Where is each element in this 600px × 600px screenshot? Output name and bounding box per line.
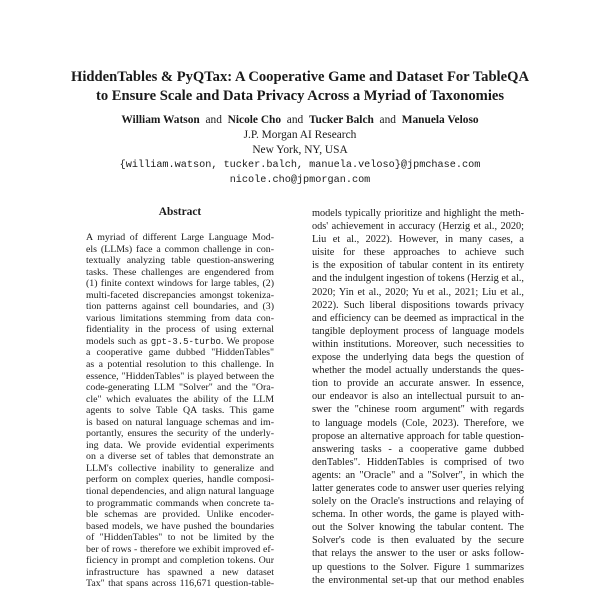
- abstract-line: ble schemas are provided. Unlike encoder-: [86, 509, 274, 521]
- body-line: that relays the answer to the user or asks follow-: [312, 548, 524, 560]
- abstract-column: [86, 232, 274, 590]
- author-1: William Watson: [121, 114, 200, 126]
- abstract-heading: Abstract: [158, 206, 202, 218]
- body-line: the environmental set-up that our method enables: [312, 574, 524, 586]
- body-line: up questions to the Solver. Figure 1 summarizes: [312, 561, 524, 573]
- abstract-line: ber of rows - therefore we exhibit improved ef-: [86, 543, 274, 555]
- abstract-line: based models, we have pushed the boundaries: [86, 520, 274, 532]
- body-line: out the Solver knowing the tabular content. The: [312, 522, 524, 534]
- body-line: expose the underlying data begs the question of: [312, 352, 524, 364]
- abstract-line: tional dependencies, and align natural language: [86, 486, 274, 498]
- abstract-line: tion patterns against cell boundaries, and (3): [86, 301, 274, 313]
- body-line: 2022). Such liberal dispositions towards privacy: [312, 299, 524, 311]
- abstract-line: ing data. We provide evidential experiments: [86, 439, 274, 451]
- body-line: tion to provide an accurate answer. In essence,: [312, 378, 524, 390]
- abstract-line: infrastructure has spawned a new dataset: [86, 566, 274, 578]
- body-line: 2020; Yin et al., 2020; Yu et al., 2021; Liu et al.,: [312, 286, 524, 298]
- abstract-line: is based on natural language schemas and im-: [86, 416, 274, 428]
- body-line: and efficiency can be deemed as impractical in the: [312, 312, 524, 324]
- author-and-2: and: [286, 114, 304, 126]
- body-line: propose an alternative approach for table question-: [312, 430, 524, 442]
- body-line: Liu et al., 2022). However, in many cases, a: [312, 234, 524, 246]
- abstract-line: ficiency in prompt and completion tokens. Our: [86, 555, 274, 567]
- body-line: agents: an "Oracle" and a "Solver", in which the: [312, 469, 524, 481]
- title-line-1: HiddenTables & PyQTax: A Cooperative Game and Dataset For TableQA: [71, 69, 529, 85]
- abstract-line: LLM's collective inability to generalize and: [86, 462, 274, 474]
- abstract-line: to programmatic commands when concrete ta-: [86, 497, 274, 509]
- body-line: denTables". HiddenTables is comprised of two: [312, 456, 524, 468]
- body-line: latter generates code to answer user queries relying: [312, 482, 524, 494]
- author-3: Tucker Balch: [308, 114, 374, 126]
- abstract-line: textually analyzing table question-answering: [86, 255, 274, 267]
- abstract-line: multi-faceted discrepancies amongst tokeniza-: [86, 289, 274, 301]
- abstract-line: fidentiality in the process of using external: [86, 324, 274, 336]
- author-block: [40, 113, 560, 188]
- abstract-line: (1) finite context windows for large tables, (2): [86, 278, 274, 290]
- author-and-3: and: [379, 114, 396, 126]
- abstract-line: A myriad of different Large Language Mod-: [86, 232, 274, 243]
- abstract-line: code-generating LLM "Solver" and the "Ora-: [86, 382, 274, 394]
- location: New York, NY, USA: [252, 144, 348, 156]
- body-line: Solver's code is then evaluated by the secure: [312, 535, 524, 547]
- abstract-line: cle" which evaluates the ability of the LLM: [86, 393, 274, 405]
- abstract-line: essence, "HiddenTables" is played between the: [86, 370, 274, 382]
- body-line: is the exposition of tabular content in its entirety: [312, 260, 524, 272]
- email-line-1: {william.watson, tucker.balch, manuela.veloso}@jpmchase.com: [119, 160, 481, 171]
- body-line: solely on the Oracle's instructions and relaying of: [312, 496, 524, 508]
- abstract-line: models such as gpt-3.5-turbo. We propose: [86, 335, 274, 347]
- abstract-line: a cooperative game dubbed "HiddenTables": [86, 347, 274, 359]
- paper-title: [40, 68, 560, 106]
- abstract-line: various limitations stemming from data con-: [86, 312, 274, 324]
- abstract-line: els (LLMs) face a common challenge in con-: [86, 243, 274, 255]
- body-line: answering tasks - a cooperative game dubbed: [312, 443, 524, 455]
- email-line-2: nicole.cho@jpmorgan.com: [229, 175, 371, 186]
- body-line: to language models (Cole, 2023). Therefore, we: [312, 417, 524, 429]
- author-4: Manuela Veloso: [401, 114, 479, 126]
- author-names: [40, 113, 560, 128]
- body-line: swer the "chinese room argument" with regards: [312, 404, 524, 416]
- title-line-2: to Ensure Scale and Data Privacy Across a Myriad of Taxonomies: [95, 88, 505, 104]
- abstract-line: as a potential resolution to this challenge. In: [86, 359, 274, 371]
- author-and-1: and: [205, 114, 222, 126]
- body-line: our endeavor is also an intellectual pursuit to an-: [312, 391, 524, 403]
- body-line: within institutions. Moreover, such necessities to: [312, 338, 524, 350]
- abstract-line: perform on complex queries, handle composi-: [86, 474, 274, 486]
- abstract-line: agents to solve Table QA tasks. This game: [86, 405, 274, 417]
- body-line: schema. In other words, the game is played with-: [312, 509, 524, 521]
- abstract-line: on a diverse set of tables that demonstrate an: [86, 451, 274, 463]
- body-column: [312, 207, 524, 587]
- body-line: uisite for these approaches to achieve such: [312, 247, 524, 259]
- abstract-line: of "HiddenTables" to not be limited by the: [86, 532, 274, 544]
- affiliation: J.P. Morgan AI Research: [243, 129, 357, 141]
- body-line: tangible deployment process of language models: [312, 325, 524, 337]
- body-line: models typically prioritize and highlight the meth-: [312, 208, 524, 219]
- body-line: whether the model actually understands the ques-: [312, 365, 524, 377]
- author-2: Nicole Cho: [227, 114, 282, 126]
- abstract-line: Tax" that spans across 116,671 question-table-: [86, 578, 274, 590]
- body-line: and the indulgent ingestion of tokens (Herzig et al.,: [312, 273, 524, 285]
- model-name-code: gpt-3.5-turbo: [150, 336, 221, 347]
- abstract-line: portantly, ensures the security of the underly-: [86, 428, 274, 440]
- body-line: ods' achievement in accuracy (Herzig et al., 2020;: [312, 221, 524, 233]
- abstract-line: tasks. These challenges are engendered from: [86, 266, 274, 278]
